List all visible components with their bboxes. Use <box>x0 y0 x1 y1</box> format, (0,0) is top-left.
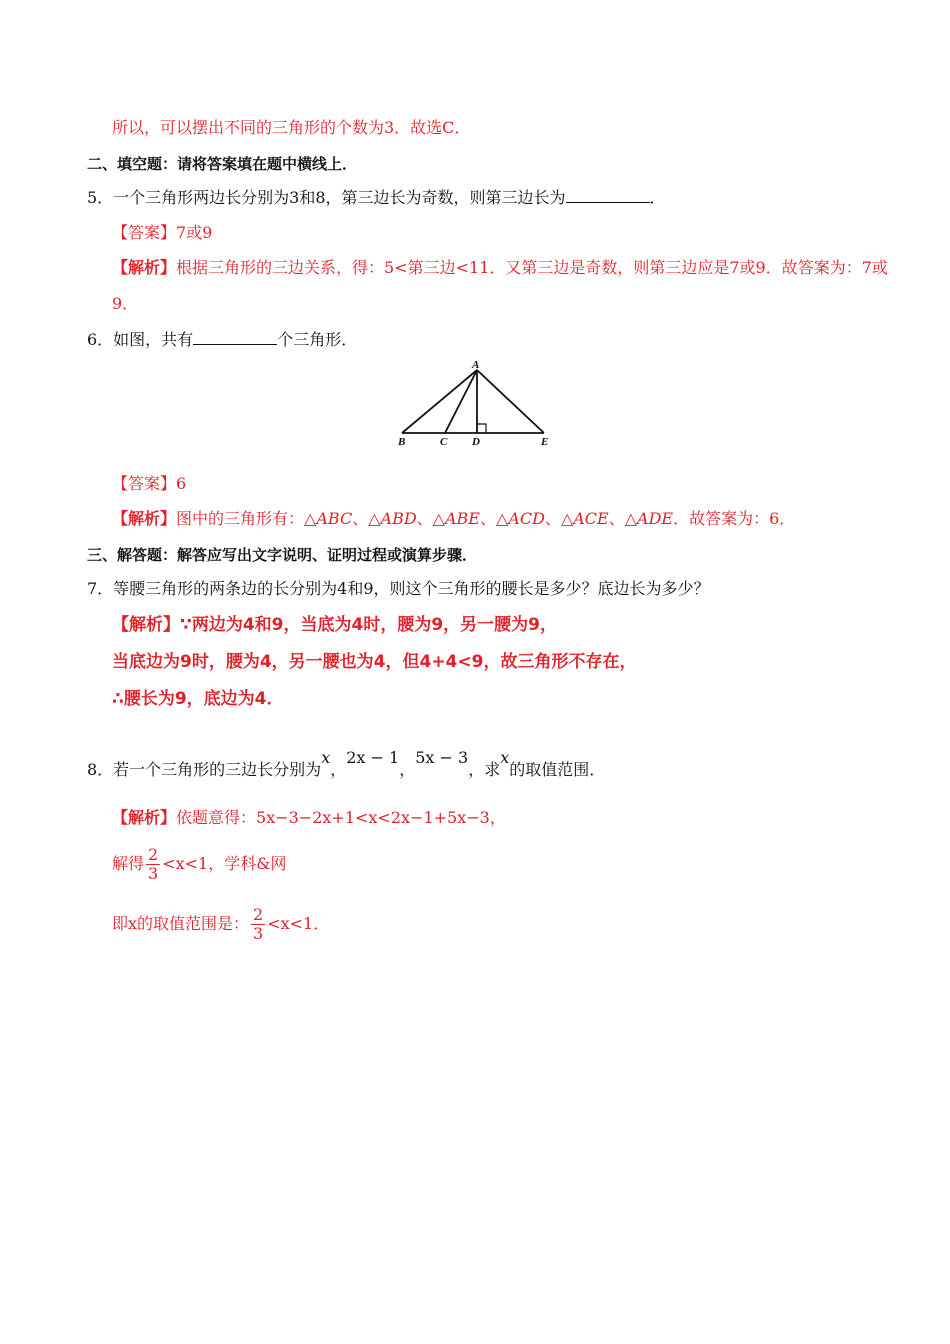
list-separator: 、 <box>608 509 625 528</box>
fraction-numerator: 2 <box>253 905 264 924</box>
fraction-numerator: 2 <box>148 845 159 864</box>
fraction-denominator: 3 <box>148 864 159 883</box>
triangle-list-item: △ABC <box>304 509 353 528</box>
q6-analysis-suffix: ．故答案为：6． <box>673 509 796 528</box>
q8-analysis <box>112 808 506 828</box>
triangle-list-item: △ABD <box>368 509 417 528</box>
fraction-denominator: 3 <box>253 924 264 943</box>
q6-answer <box>112 474 186 494</box>
list-separator: 、 <box>416 509 433 528</box>
segment-ae <box>477 370 544 433</box>
answer-tag: 【答案】 <box>112 474 177 493</box>
label-e: E <box>541 436 549 448</box>
segment-ab <box>402 370 477 433</box>
section-heading-fill-in: 二、填空题：请将答案填在题中横线上． <box>87 155 358 173</box>
answer-tag: 【答案】 <box>112 223 177 242</box>
q5-analysis-text: 根据三角形的三边关系，得：5<第三边<11．又第三边是奇数，则第三边应是7或9．故答案为：7或 <box>176 258 888 277</box>
q8-comma: ， <box>399 760 416 779</box>
q7-analysis-line3: ∴腰长为9，底边为4． <box>112 689 284 709</box>
q5-stem-text: 5．一个三角形两边长分别为3和8，第三边长为奇数，则第三边长为 <box>87 188 566 207</box>
fraction-two-thirds <box>251 906 265 943</box>
fraction-two-thirds <box>146 846 160 883</box>
q5-stem-end: ． <box>649 188 666 207</box>
list-separator: 、 <box>352 509 369 528</box>
list-separator: 、 <box>479 509 496 528</box>
q5-answer-value: 7或9 <box>176 223 213 242</box>
q8-variable: x <box>500 748 510 767</box>
q7-analysis-text: ∵两边为4和9，当底为4时，腰为9，另一腰为9， <box>180 615 557 635</box>
triangle-figure <box>392 358 562 450</box>
q8-stem <box>87 748 606 780</box>
q5-analysis <box>112 258 888 278</box>
triangle-list-item: △ACE <box>560 509 609 528</box>
segment-ac <box>445 370 477 433</box>
q8-side-3: 5x − 3 <box>415 748 469 767</box>
q8-solve-prefix: 解得 <box>112 854 145 873</box>
q8-stem-end: 的取值范围． <box>509 760 606 779</box>
q6-answer-value: 6 <box>176 474 187 493</box>
right-angle-mark <box>477 424 486 433</box>
list-separator: 、 <box>544 509 561 528</box>
q7-analysis-line2: 当底边为9时，腰为4，另一腰也为4，但4+4<9，故三角形不存在， <box>112 652 637 672</box>
section-heading-solve: 三、解答题：解答应写出文字说明、证明过程或演算步骤． <box>87 546 478 564</box>
q8-range-prefix: 即x的取值范围是： <box>112 914 250 933</box>
q8-range-suffix: <x<1． <box>267 914 330 933</box>
q8-stem-mid: ，求 <box>468 760 501 779</box>
q6-answer-blank <box>193 330 277 345</box>
triangle-list-item: △ACD <box>495 509 545 528</box>
analysis-tag: 【解析】 <box>112 258 177 277</box>
q6-stem-text: 6．如图，共有 <box>87 330 194 349</box>
q4-conclusion: 所以，可以摆出不同的三角形的个数为3．故选C． <box>112 118 471 137</box>
label-d: D <box>472 436 480 448</box>
label-c: C <box>440 436 448 448</box>
q5-analysis-cont: 9． <box>112 294 139 313</box>
q5-answer <box>112 223 212 243</box>
label-b: B <box>398 436 406 448</box>
q6-analysis <box>112 509 795 529</box>
q6-stem <box>87 330 357 350</box>
q8-solve-suffix: <x<1，学科&网 <box>162 854 287 873</box>
label-a: A <box>472 359 480 371</box>
q6-stem-end: 个三角形． <box>277 330 358 349</box>
q7-analysis-line1 <box>112 614 557 636</box>
q6-analysis-prefix: 图中的三角形有： <box>176 509 305 528</box>
q8-range <box>112 902 329 946</box>
analysis-tag: 【解析】 <box>112 509 177 528</box>
q7-stem: 7．等腰三角形的两条边的长分别为4和9，则这个三角形的腰长是多少？底边长为多少？ <box>87 579 710 598</box>
triangle-list-item: △ABE <box>432 509 480 528</box>
analysis-tag: 【解析】 <box>112 808 177 827</box>
q8-comma: ， <box>330 760 347 779</box>
q8-side-2: 2x − 1 <box>346 748 400 767</box>
q8-stem-text: 8．若一个三角形的三边长分别为 <box>87 760 322 779</box>
q5-stem <box>87 188 666 208</box>
q8-analysis-text: 依题意得：5x−3−2x+1<x<2x−1+5x−3， <box>176 808 506 827</box>
q5-answer-blank <box>566 188 650 203</box>
triangle-list-item: △ADE <box>624 509 674 528</box>
q8-solution <box>112 842 286 886</box>
analysis-tag: 【解析】 <box>112 615 180 635</box>
q8-side-1: x <box>321 748 331 767</box>
